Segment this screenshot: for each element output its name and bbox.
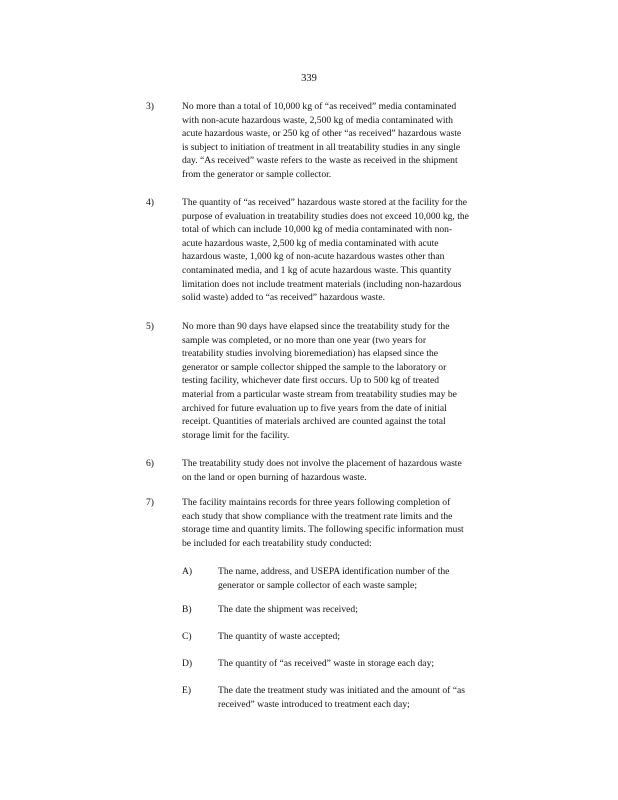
text-line: storage time and quantity limits. The following specific information must	[182, 524, 464, 536]
text-line: archived for future evaluation up to five years from the date of initial	[182, 402, 447, 414]
sub-item-text	[218, 603, 532, 617]
text-line: be included for each treatability study conducted:	[182, 537, 372, 549]
sub-item-c	[182, 630, 532, 644]
text-line: acute hazardous waste, or 250 kg of other “as received” hazardous waste	[182, 128, 462, 140]
sub-item-text	[218, 565, 532, 592]
sub-item-text	[218, 630, 532, 644]
item-number: 5)	[146, 321, 154, 332]
text-line: No more than 90 days have elapsed since the treatability study for the	[182, 321, 450, 332]
text-line: purpose of evaluation in treatability studies does not exceed 10,000 kg, the	[182, 210, 469, 222]
item-number: 6)	[146, 458, 154, 469]
sub-item-letter: D)	[182, 658, 193, 669]
item-text	[182, 457, 546, 484]
list-item-6	[146, 457, 546, 484]
text-line: solid waste) added to “as received” hazardous waste.	[182, 292, 385, 304]
sub-item-text	[218, 657, 532, 671]
text-line: No more than a total of 10,000 kg of “as received” media contaminated	[182, 101, 457, 112]
text-line: total of which can include 10,000 kg of media contaminated with non-	[182, 224, 453, 236]
text-line: The quantity of “as received” waste in storage each day;	[218, 658, 435, 669]
sub-item-letter: B)	[182, 604, 192, 615]
sub-item-letter: E)	[182, 685, 192, 696]
text-line: The date the treatment study was initiated and the amount of “as	[218, 685, 465, 696]
text-line: testing facility, whichever date first occurs. Up to 500 kg of treated	[182, 375, 439, 387]
text-line: The name, address, and USEPA identification number of the	[218, 566, 450, 577]
text-line: The date the shipment was received;	[218, 604, 358, 615]
item-number: 4)	[146, 197, 154, 208]
item-text	[182, 496, 546, 550]
text-line: material from a particular waste stream from treatability studies may be	[182, 388, 457, 400]
sub-item-a	[182, 565, 532, 592]
list-item-5	[146, 320, 546, 442]
item-number: 3)	[146, 101, 154, 112]
text-line: day. “As received” waste refers to the waste as received in the shipment	[182, 155, 458, 167]
list-item-3	[146, 100, 546, 182]
item-number: 7)	[146, 497, 154, 508]
item-text	[182, 196, 546, 305]
sub-item-d	[182, 657, 532, 671]
text-line: storage limit for the facility.	[182, 429, 290, 441]
list-item-4	[146, 196, 546, 305]
text-line: received” waste introduced to treatment each day;	[218, 698, 410, 710]
text-line: with non-acute hazardous waste, 2,500 kg of media contaminated with	[182, 114, 453, 126]
text-line: on the land or open burning of hazardous waste.	[182, 471, 367, 483]
text-line: The quantity of “as received” hazardous waste stored at the facility for the	[182, 197, 468, 208]
text-line: contaminated media, and 1 kg of acute hazardous waste. This quantity	[182, 264, 452, 276]
list-item-7	[146, 496, 546, 550]
sub-item-letter: A)	[182, 566, 193, 577]
text-line: limitation does not include treatment materials (including non-hazardous	[182, 278, 462, 290]
text-line: hazardous waste, 1,000 kg of non-acute hazardous wastes other than	[182, 251, 445, 263]
text-line: The facility maintains records for three years following completion of	[182, 497, 451, 508]
text-line: The treatability study does not involve the placement of hazardous waste	[182, 458, 462, 469]
text-line: acute hazardous waste, 2,500 kg of media contaminated with acute	[182, 237, 439, 249]
text-line: is subject to initiation of treatment in all treatability studies in any single	[182, 141, 461, 153]
item-text	[182, 100, 546, 182]
item-text	[182, 320, 546, 442]
text-line: generator or sample collector shipped the sample to the laboratory or	[182, 361, 447, 373]
sub-item-e	[182, 684, 532, 711]
text-line: each study that show compliance with the treatment rate limits and the	[182, 510, 453, 522]
sub-item-text	[218, 684, 532, 711]
text-line: treatability studies involving bioremediation) has elapsed since the	[182, 348, 439, 360]
sub-item-letter: C)	[182, 631, 192, 642]
text-line: generator or sample collector of each waste sample;	[218, 579, 417, 591]
page-number: 339	[301, 73, 317, 84]
text-line: from the generator or sample collector.	[182, 168, 332, 180]
text-line: receipt. Quantities of materials archived are counted against the total	[182, 416, 446, 428]
text-line: The quantity of waste accepted;	[218, 631, 341, 642]
sub-item-b	[182, 603, 532, 617]
text-line: sample was completed, or no more than one year (two years for	[182, 334, 427, 346]
